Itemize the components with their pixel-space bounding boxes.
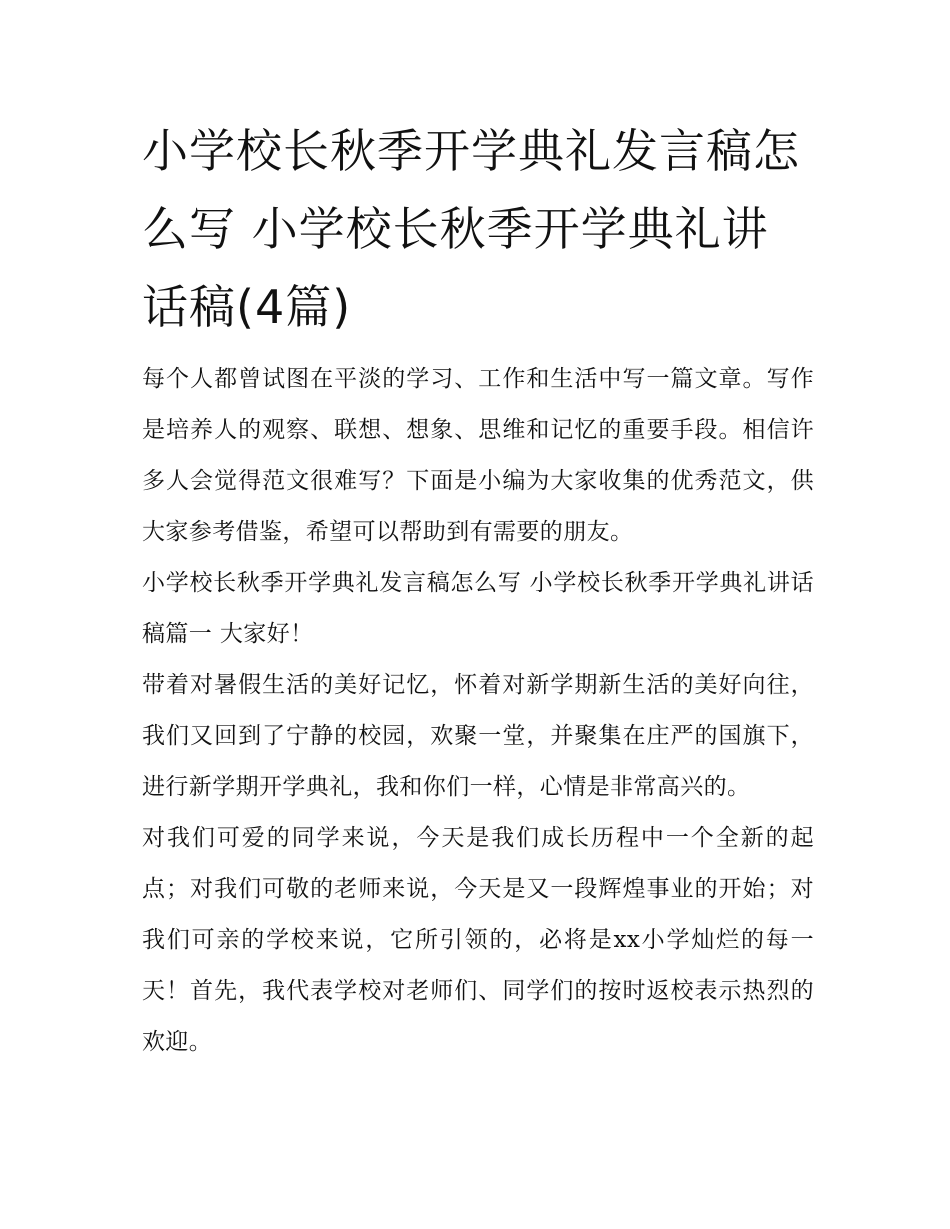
section-heading-paragraph: 小学校长秋季开学典礼发言稿怎么写 小学校长秋季开学典礼讲话稿篇一 大家好！ bbox=[142, 570, 814, 647]
body-paragraph: 带着对暑假生活的美好记忆，怀着对新学期新生活的美好向往，我们又回到了宁静的校园，欢聚一堂，并聚集在庄严的国旗下，进行新学期开学典礼，我和你们一样，心情是非常高兴的。 bbox=[142, 672, 814, 800]
body-paragraph: 对我们可爱的同学来说，今天是我们成长历程中一个全新的起点；对我们可敬的老师来说，今天是又一段辉煌事业的开始；对我们可亲的学校来说，它所引领的，必将是xx小学灿烂的每一天！首先，我代表学校对老师们、同学们的按时返校表示热烈的欢迎。 bbox=[142, 825, 814, 1055]
document-page bbox=[142, 112, 814, 1068]
document-title: 小学校长秋季开学典礼发言稿怎么写 小学校长秋季开学典礼讲话稿(4篇) bbox=[142, 124, 800, 334]
intro-paragraph: 每个人都曾试图在平淡的学习、工作和生活中写一篇文章。写作是培养人的观察、联想、想象、思维和记忆的重要手段。相信许多人会觉得范文很难写？下面是小编为大家收集的优秀范文，供大家参考借鉴，希望可以帮助到有需要的朋友。 bbox=[142, 366, 814, 545]
